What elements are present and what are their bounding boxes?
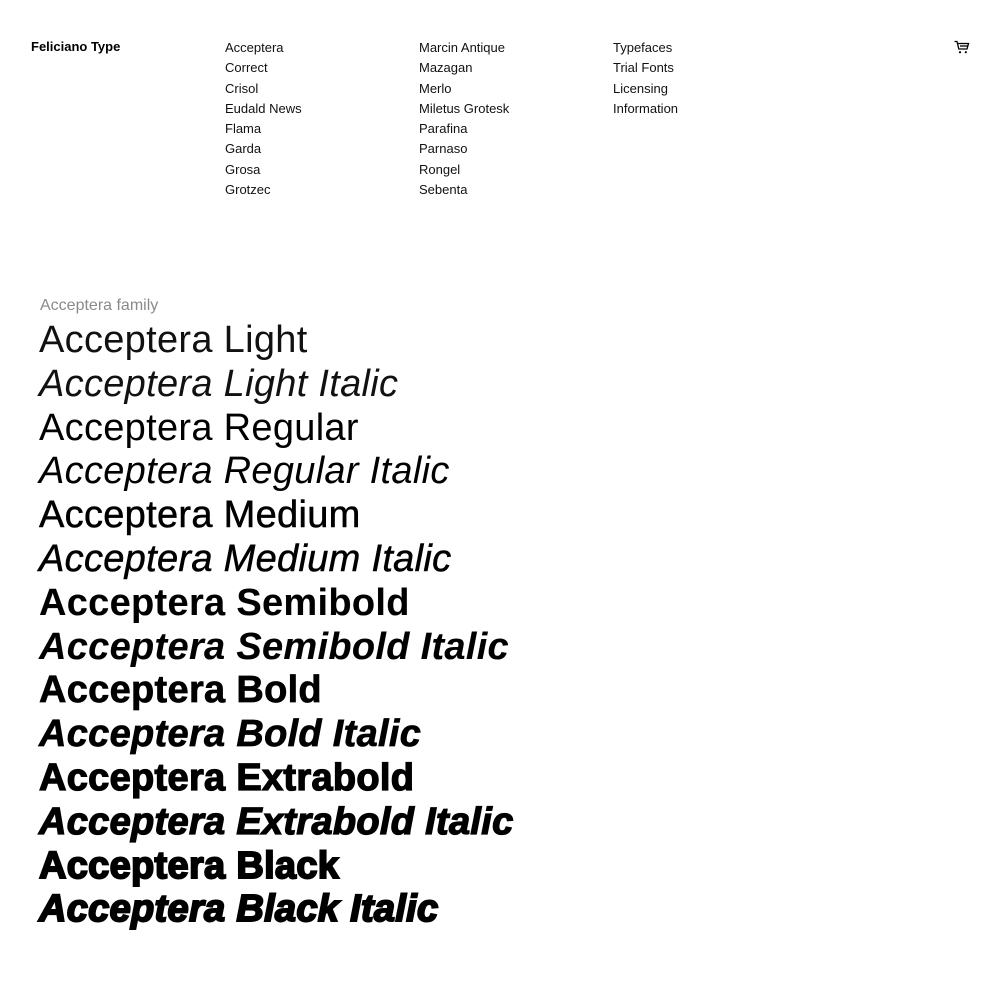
nav-item-eudald-news[interactable]: Eudald News [225,100,302,116]
nav-item-typefaces[interactable]: Typefaces [613,40,673,55]
style-specimen-semibold-italic: Acceptera Semibold Italic [39,625,509,668]
nav-item-parafina[interactable]: Parafina [419,121,468,137]
style-specimen-light: Acceptera Light [39,319,308,361]
nav-item-grosa[interactable]: Grosa [225,161,261,177]
nav-item-crisol[interactable]: Crisol [225,80,259,96]
nav-item-sebenta[interactable]: Sebenta [419,182,468,198]
style-specimen-extrabold-italic: Acceptera Extrabold Italic [39,800,514,843]
nav-item-acceptera[interactable]: Acceptera [225,40,284,55]
style-specimen-medium-italic: Acceptera Medium Italic [39,537,452,580]
style-specimen-light-italic: Acceptera Light Italic [39,362,399,405]
nav-column-typefaces-a [225,38,302,200]
nav-item-flama[interactable]: Flama [225,121,262,137]
style-specimen-black: Acceptera Black [39,844,340,887]
nav-item-correct[interactable]: Correct [225,60,268,76]
nav-item-grotzec[interactable]: Grotzec [225,182,271,198]
nav-item-merlo[interactable]: Merlo [419,80,452,96]
nav-item-licensing[interactable]: Licensing [613,80,668,96]
nav-column-site [613,38,678,119]
brand-logo-link[interactable]: Feliciano Type [31,39,121,54]
cart-icon[interactable] [953,38,971,56]
style-specimen-extrabold: Acceptera Extrabold [39,756,415,799]
style-specimen-medium: Acceptera Medium [39,494,361,537]
style-specimen-black-italic: Acceptera Black Italic [39,888,439,931]
style-specimen-bold-italic: Acceptera Bold Italic [39,713,422,756]
style-specimen-bold: Acceptera Bold [39,669,322,712]
font-style-specimen-list [39,319,514,932]
nav-item-rongel[interactable]: Rongel [419,161,461,177]
nav-item-marcin-antique[interactable]: Marcin Antique [419,40,505,55]
family-title: Acceptera family [40,297,159,314]
nav-item-mazagan[interactable]: Mazagan [419,60,473,76]
style-specimen-semibold: Acceptera Semibold [39,581,410,624]
nav-item-miletus-grotesk[interactable]: Miletus Grotesk [419,100,510,116]
nav-item-trial-fonts[interactable]: Trial Fonts [613,60,674,76]
style-specimen-regular: Acceptera Regular [39,406,359,449]
nav-item-parnaso[interactable]: Parnaso [419,141,468,157]
nav-column-typefaces-b [419,38,509,200]
nav-item-garda[interactable]: Garda [225,141,262,157]
nav-item-information[interactable]: Information [613,100,679,116]
style-specimen-regular-italic: Acceptera Regular Italic [39,450,450,493]
